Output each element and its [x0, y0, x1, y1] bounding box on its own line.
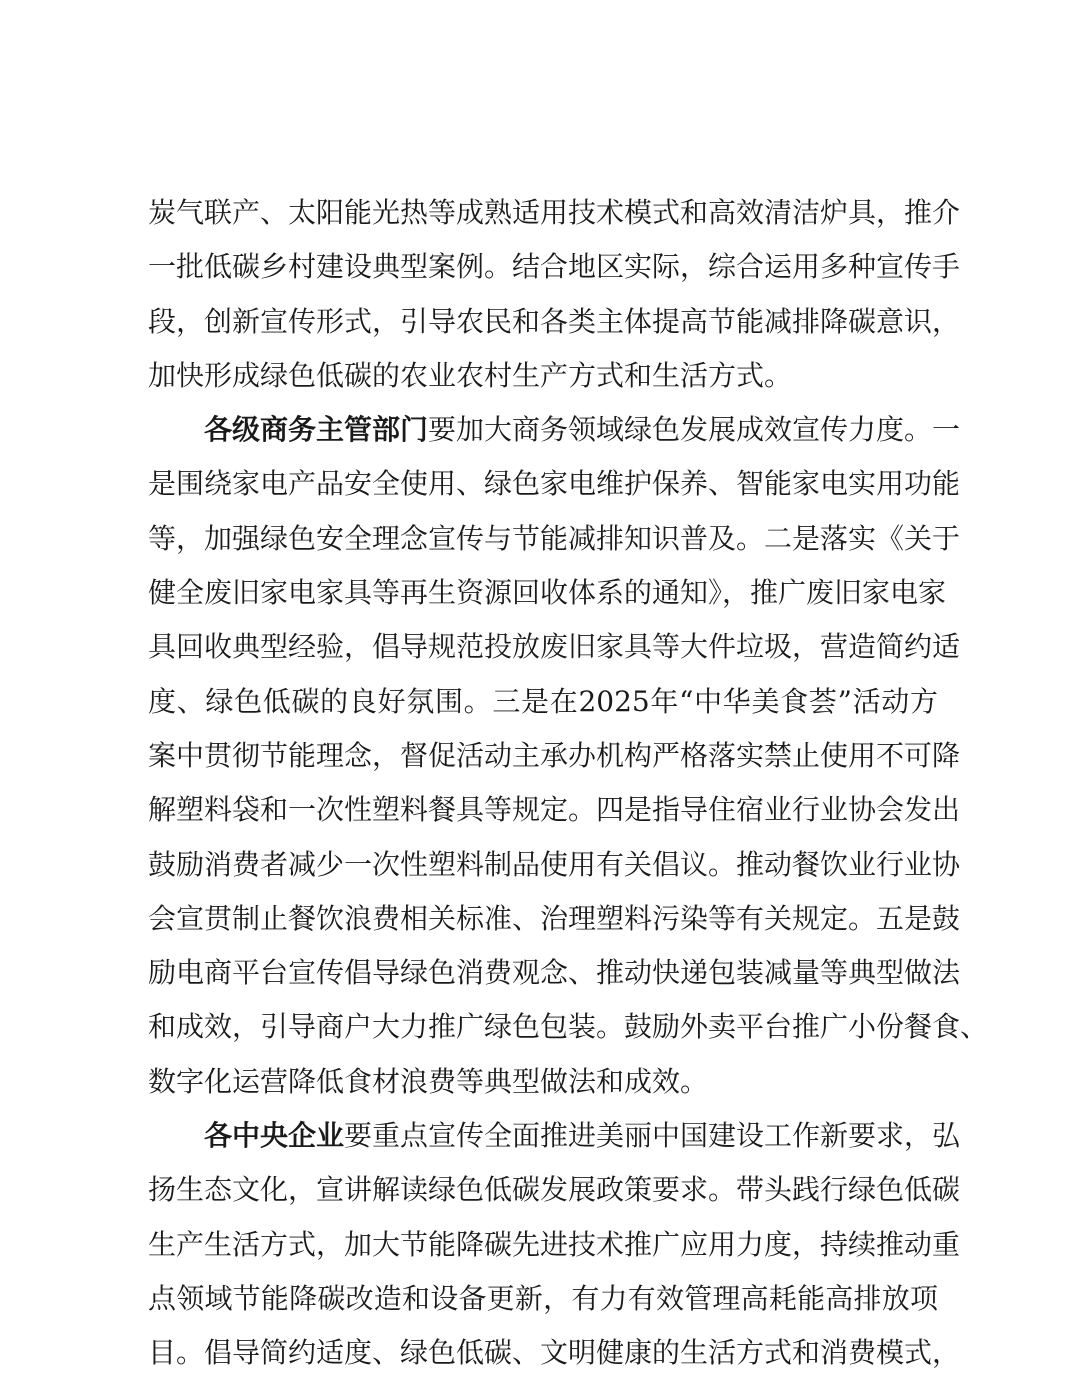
- body-line: 是围绕家电产品安全使用、绿色家电维护保养、智能家电实用功能: [148, 467, 961, 501]
- paragraph-lead-rest: 要加大商务领域绿色发展成效宣传力度。一: [428, 413, 961, 447]
- body-line: 度、绿色低碳的良好氛围。三是在2025年“中华美食荟”活动方: [148, 684, 938, 718]
- body-line: 等，加强绿色安全理念宣传与节能减排知识普及。二是落实《关于: [148, 521, 961, 555]
- paragraph-first-line: [148, 1109, 961, 1163]
- body-line: 和成效，引导商户大力推广绿色包装。鼓励外卖平台推广小份餐食、: [148, 1010, 989, 1044]
- body-line: 健全废旧家电家具等再生资源回收体系的通知》，推广废旧家电家: [148, 576, 947, 610]
- document-body: [148, 186, 989, 1381]
- body-line: 会宣贯制止餐饮浪费相关标准、治理塑料污染等有关规定。五是鼓: [148, 901, 961, 935]
- body-line: 鼓励消费者减少一次性塑料制品使用有关倡议。推动餐饮业行业协: [148, 847, 961, 881]
- paragraph-lead-heading: 各级商务主管部门: [204, 413, 429, 447]
- body-line: 解塑料袋和一次性塑料餐具等规定。四是指导住宿业行业协会发出: [148, 793, 961, 827]
- body-line: 段，创新宣传形式，引导农民和各类主体提高节能减排降碳意识，: [148, 304, 961, 338]
- body-line: 具回收典型经验，倡导规范投放废旧家具等大件垃圾，营造简约适: [148, 630, 961, 664]
- body-line: 案中贯彻节能理念，督促活动主承办机构严格落实禁止使用不可降: [148, 738, 961, 772]
- body-line: 一批低碳乡村建设典型案例。结合地区实际，综合运用多种宣传手: [148, 250, 961, 284]
- body-line: 加快形成绿色低碳的农业农村生产方式和生活方式。: [148, 358, 793, 392]
- body-line: 扬生态文化，宣讲解读绿色低碳发展政策要求。带头践行绿色低碳: [148, 1173, 961, 1207]
- body-line: 点领域节能降碳改造和设备更新，有力有效管理高耗能高排放项: [148, 1281, 938, 1315]
- paragraph-lead-heading: 各中央企业: [204, 1119, 345, 1153]
- body-line: 炭气联产、太阳能光热等成熟适用技术模式和高效清洁炉具，推介: [148, 196, 961, 229]
- paragraph-lead-rest: 要重点宣传全面推进美丽中国建设工作新要求，弘: [344, 1119, 961, 1153]
- body-line: 生产生活方式，加大节能降碳先进技术推广应用力度，持续推动重: [148, 1227, 961, 1261]
- body-line: 励电商平台宣传倡导绿色消费观念、推动快递包装减量等典型做法: [148, 956, 961, 990]
- paragraph-first-line: [148, 403, 961, 457]
- body-line: 目。倡导简约适度、绿色低碳、文明健康的生活方式和消费模式，: [148, 1336, 961, 1370]
- body-line: 数字化运营降低食材浪费等典型做法和成效。: [148, 1064, 709, 1098]
